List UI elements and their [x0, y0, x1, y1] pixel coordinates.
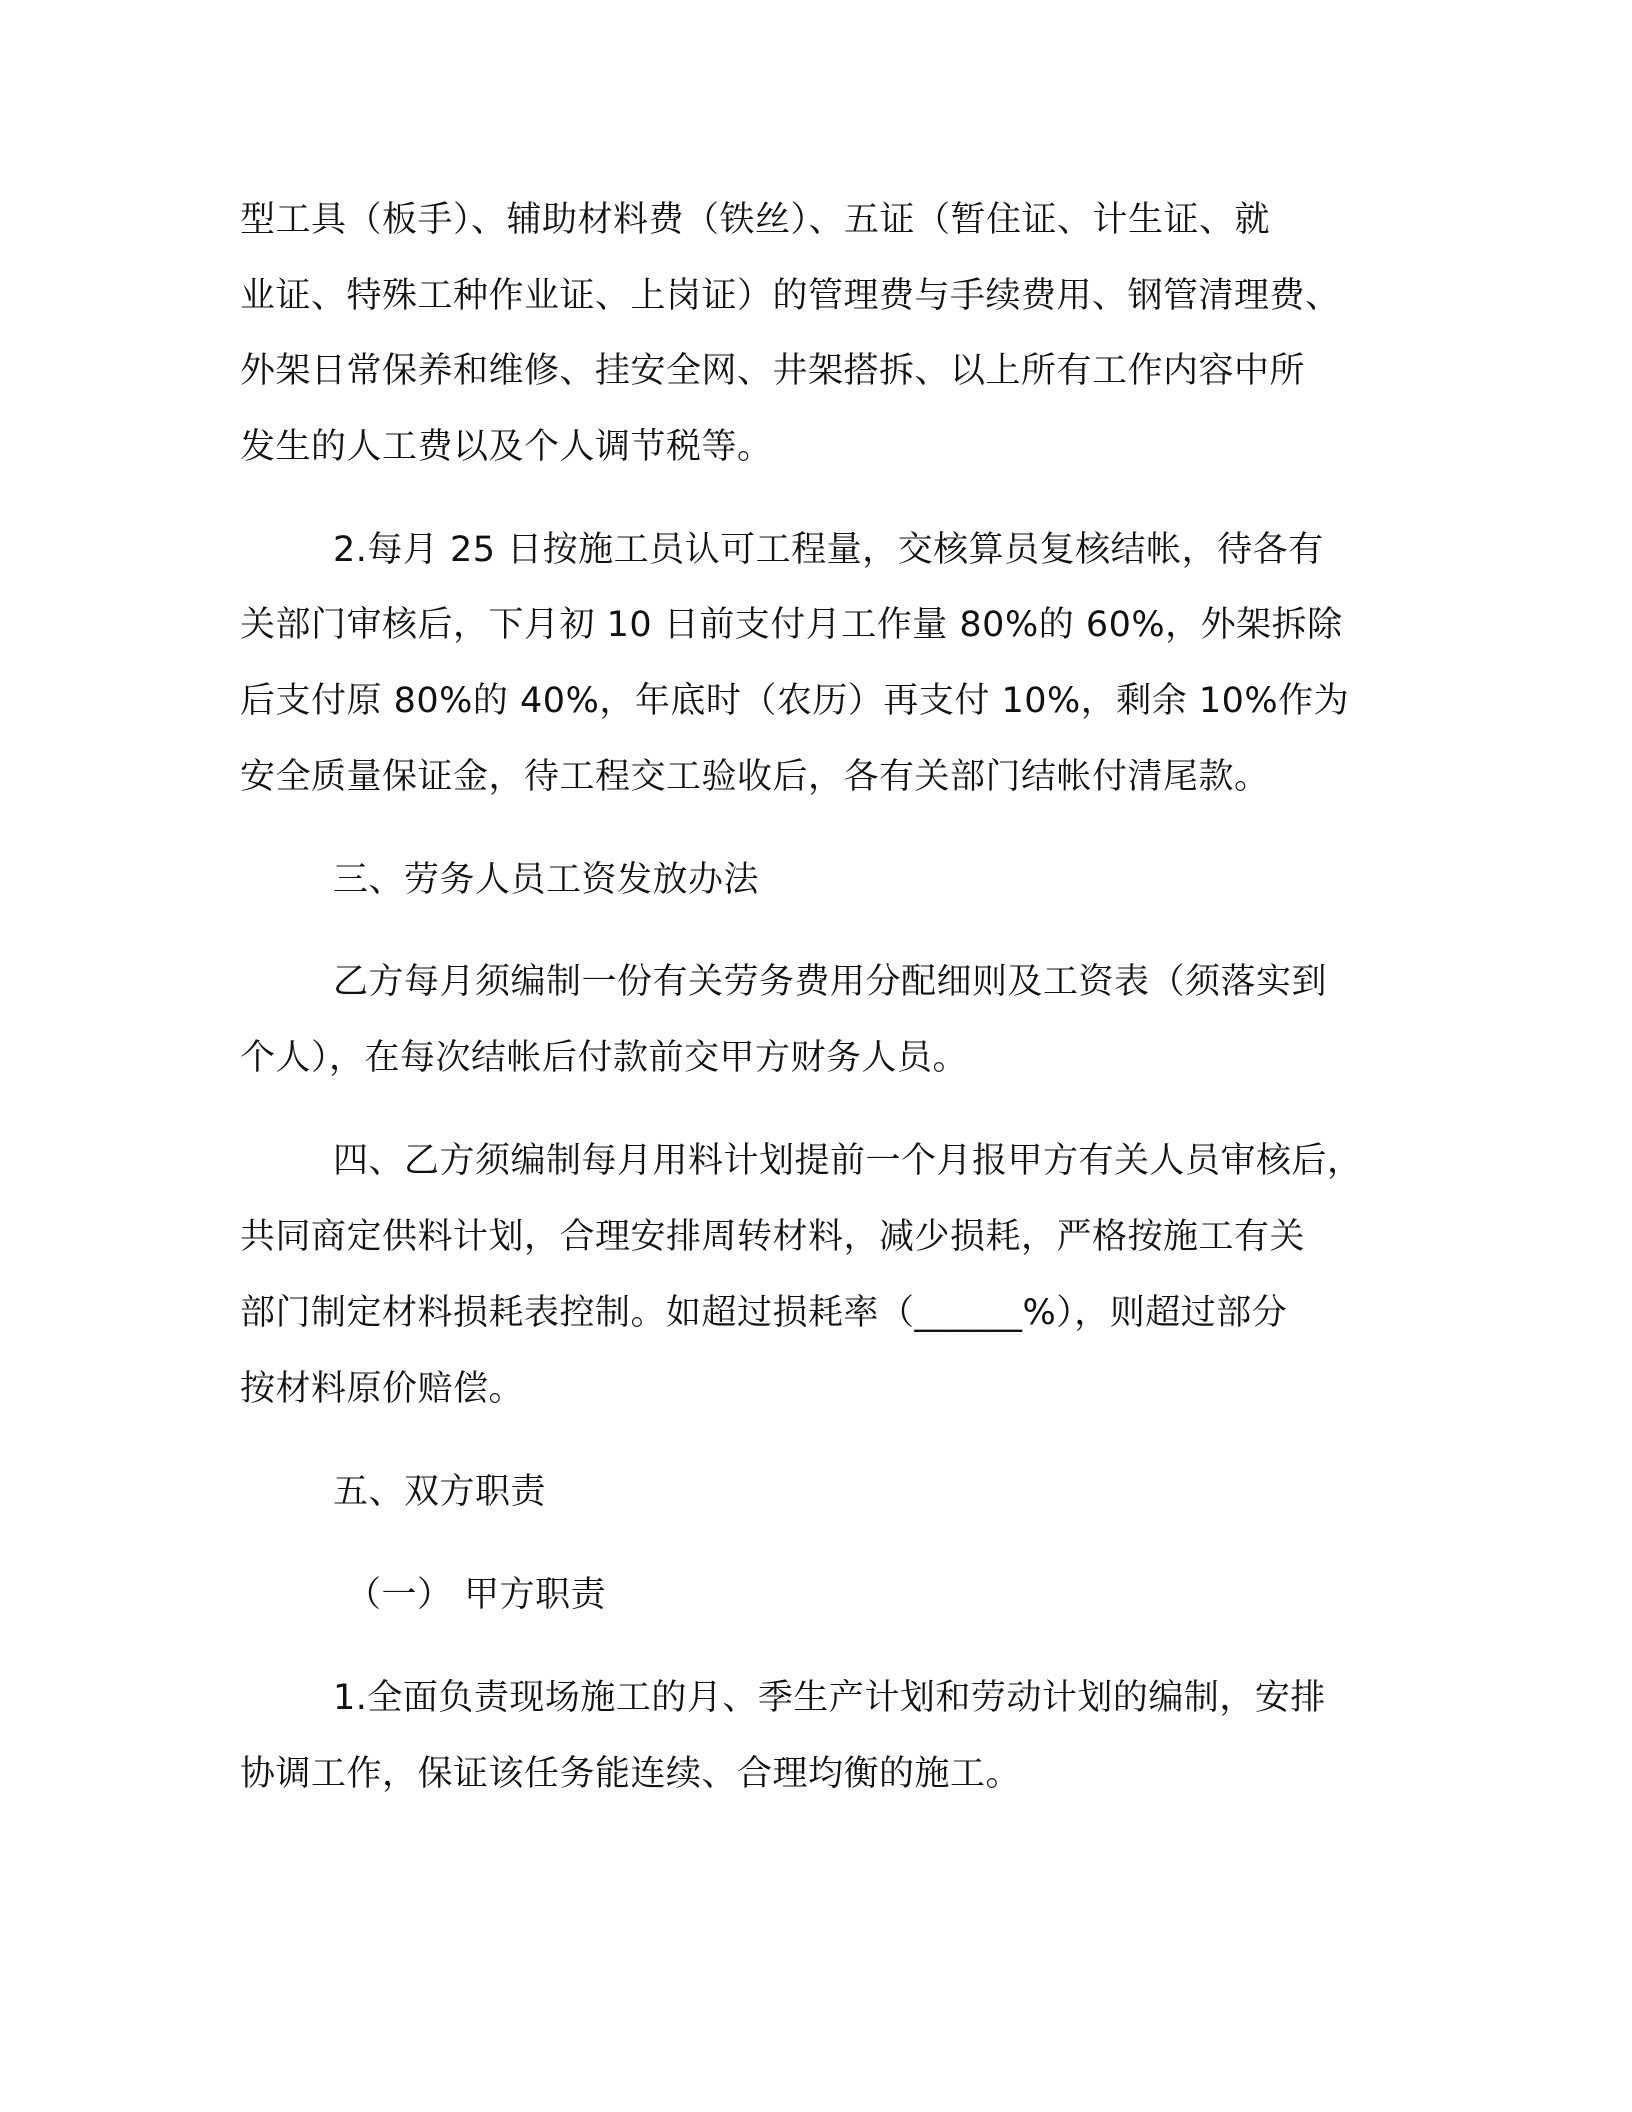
- section-4-line-2: 共同商定供料计划，合理安排周转材料，减少损耗，严格按施工有关: [240, 1217, 1306, 1257]
- paragraph-1-line-4: 发生的人工费以及个人调节税等。: [240, 427, 773, 467]
- section-4-line-4: 按材料原价赔偿。: [240, 1369, 525, 1409]
- subsection-1-item-1-line-1: 1.全面负责现场施工的月、季生产计划和劳动计划的编制，安排: [333, 1678, 1326, 1718]
- subsection-1-heading: （一） 甲方职责: [346, 1575, 607, 1615]
- paragraph-2-line-4: 安全质量保证金，待工程交工验收后，各有关部门结帐付清尾款。: [240, 757, 1270, 797]
- section-3-line-1: 乙方每月须编制一份有关劳务费用分配细则及工资表（须落实到: [333, 962, 1328, 1002]
- paragraph-2-line-1: 2.每月 25 日按施工员认可工程量，交核算员复核结帐，待各有: [333, 530, 1324, 570]
- paragraph-1-line-3: 外架日常保养和维修、挂安全网、井架搭拆、以上所有工作内容中所: [240, 351, 1306, 391]
- section-4-line-3: 部门制定材料损耗表控制。如超过损耗率（______%），则超过部分: [240, 1293, 1288, 1333]
- subsection-1-item-1-line-2: 协调工作，保证该任务能连续、合理均衡的施工。: [240, 1754, 1022, 1794]
- section-4-line-1: 四、乙方须编制每月用料计划提前一个月报甲方有关人员审核后，: [333, 1141, 1363, 1181]
- paragraph-2-line-2: 关部门审核后，下月初 10 日前支付月工作量 80%的 60%，外架拆除: [240, 605, 1343, 645]
- section-5-heading: 五、双方职责: [333, 1472, 547, 1512]
- paragraph-2-line-3: 后支付原 80%的 40%，年底时（农历）再支付 10%，剩余 10%作为: [240, 681, 1350, 721]
- paragraph-1-line-1: 型工具（板手）、辅助材料费（铁丝）、五证（暂住证、计生证、就: [240, 200, 1271, 240]
- paragraph-1-line-2: 业证、特殊工种作业证、上岗证）的管理费与手续费用、钢管清理费、: [240, 276, 1341, 316]
- section-3-line-2: 个人），在每次结帐后付款前交甲方财务人员。: [240, 1038, 969, 1078]
- section-3-heading: 三、劳务人员工资发放办法: [333, 860, 760, 900]
